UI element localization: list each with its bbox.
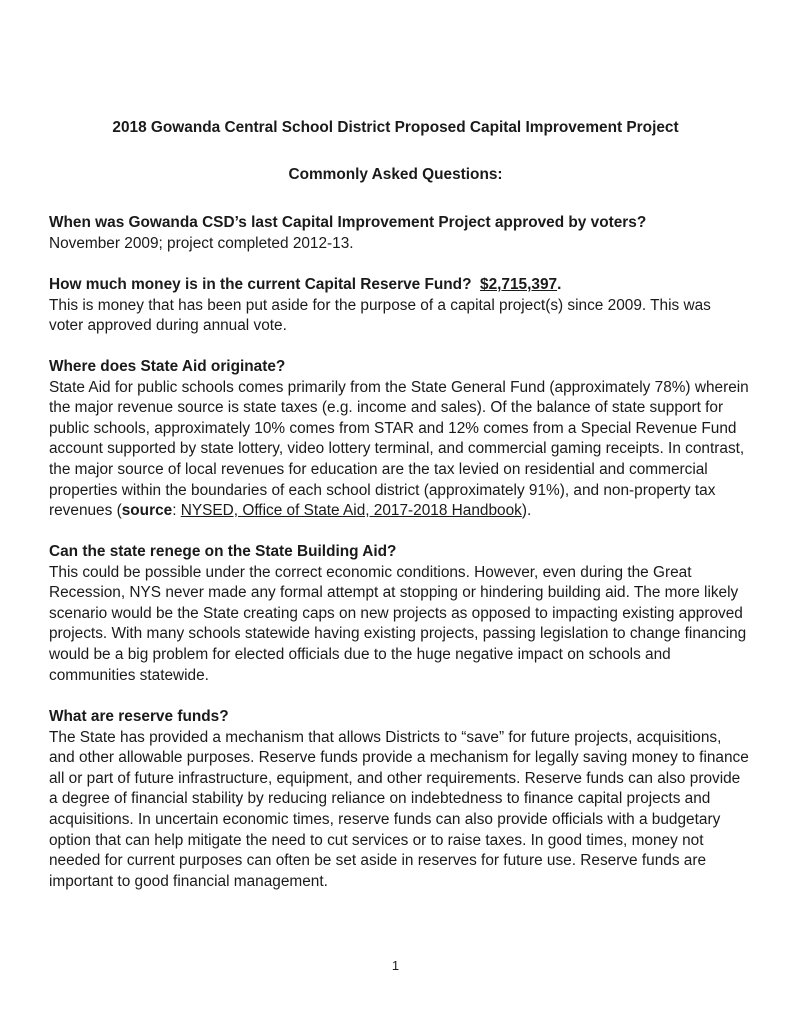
source-label: source — [121, 502, 173, 520]
faq-state-aid — [49, 357, 749, 522]
source-link[interactable]: NYSED, Office of State Aid, 2017-2018 Handbook — [180, 502, 522, 520]
question-reserve-fund — [49, 275, 749, 296]
faq-reserve-funds — [49, 707, 749, 892]
faq-reserve-fund — [49, 275, 749, 337]
answer-renege: This could be possible under the correct economic conditions. However, even during the Great Recession, NYS never made any formal attempt at stopping or hindering building aid. The more likely scenario would be the State creating caps on new projects as opposed to impacting existing approved projects. With many schools statewide having existing projects, passing legislation to change financing would be a big problem for elected officials due to the huge negative impact on schools and communities statewide. — [49, 563, 747, 684]
answer-state-aid-text: State Aid for public schools comes primarily from the State General Fund (approximately 78%) wherein the major revenue source is state taxes (e.g. income and sales). Of the balance of state support for public schools, approximately 10% comes from STAR and 12% comes from a Special Revenue Fund account supported by state lottery, video lottery terminal, and commercial gaming receipts. In contrast, the major source of local revenues for education are the tax levied on residential and commercial properties within the boundaries of each school district (approximately 91%), and non-property tax revenues ( — [49, 378, 749, 520]
question-reserve-funds: What are reserve funds? — [49, 708, 229, 725]
answer-state-aid — [49, 378, 749, 522]
reserve-fund-period: . — [557, 276, 562, 293]
answer-reserve-funds: The State has provided a mechanism that allows Districts to “save” for future projects, acquisitions, and other allowable purposes. Reserve funds provide a mechanism for legally saving money to finance all or part of future infrastructure, equipment, and other requirements. Reserve funds can also provide a degree of financial stability by reducing reliance on indebtedness to finance capital projects and acquisitions. In uncertain economic times, reserve funds can also provide officials with a budgetary option that can help mitigate the need to cut services or to raise taxes. In good times, money not needed for current purposes can often be set aside in reserves for future use. Reserve funds are important to good financial management. — [49, 728, 749, 890]
source-end: ). — [521, 502, 532, 520]
source-colon: : — [172, 502, 181, 520]
faq-last-project — [49, 213, 749, 254]
answer-reserve-fund: This is money that has been put aside for the purpose of a capital project(s) since 2009. This was voter approved during annual vote. — [49, 296, 711, 335]
reserve-fund-amount: $2,715,397 — [480, 276, 558, 293]
question-state-aid: Where does State Aid originate? — [49, 358, 286, 375]
question-last-project: When was Gowanda CSD’s last Capital Improvement Project approved by voters? — [49, 214, 647, 231]
answer-last-project: November 2009; project completed 2012-13. — [49, 234, 354, 252]
question-reserve-fund-text: How much money is in the current Capital Reserve Fund? — [49, 276, 472, 293]
page-number: 1 — [391, 958, 400, 973]
question-renege: Can the state renege on the State Building Aid? — [49, 543, 397, 560]
faq-renege — [49, 542, 749, 686]
document-subtitle: Commonly Asked Questions: — [288, 166, 503, 183]
document-title: 2018 Gowanda Central School District Proposed Capital Improvement Project — [112, 119, 679, 136]
